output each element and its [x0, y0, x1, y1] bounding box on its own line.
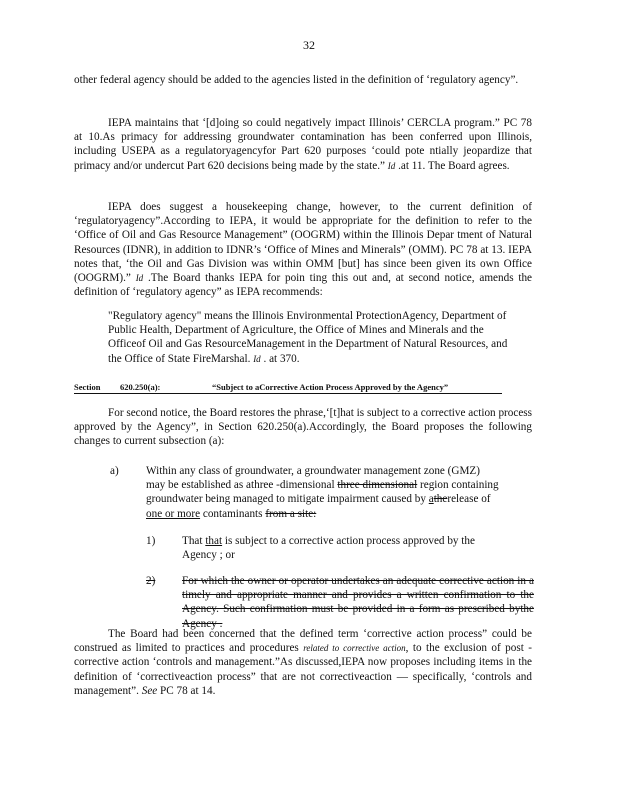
- paragraph-5-see: See: [141, 684, 158, 697]
- paragraph-2-cite: Id: [387, 160, 396, 171]
- item-a-label: a): [110, 465, 119, 477]
- paragraph-4: For second notice, the Board restores the phrase,‘[t]hat is subject to a corrective action process approved by the Agency”, in Section 620.250(a).Accordingly, the Board proposes the following changes to current subsection (a):: [74, 407, 532, 448]
- item-a-text-4: contaminants: [202, 507, 263, 520]
- section-title: “Subject to aCorrective Action Process Approved by the Agency”: [212, 382, 449, 392]
- paragraph-3-tail: .The Board thanks IEPA for poin ting this out and, at second notice, amends the definition of ‘regulatory agency” as IEPA recommends:: [74, 272, 533, 299]
- paragraph-2-tail: .at 11. The Board agrees.: [398, 159, 510, 172]
- item-a-strike-1: three dimensional: [337, 479, 418, 492]
- paragraph-1: other federal agency should be added to the agencies listed in the definition of ‘regulatory agency”.: [74, 74, 519, 86]
- item-a-text: [146, 464, 502, 521]
- item-a-text-1: Within any class of groundwater, a groundwater management zone (GMZ) may be established as athree -dimensional: [146, 465, 480, 492]
- block-quote-cite: Id: [253, 353, 261, 364]
- paragraph-2-text: IEPA maintains that ‘[d]oing so could negatively impact Illinois’ CERCLA program.” PC 78 at 10.As primacy for addressing groundwater contamination has been conferred upon Illinois, including USEPA as a regulatoryagencyfor Part 620 purposes ‘could pote ntially jeopardize that primacy and/or undercut Part 620 decisions being made by the state.”: [74, 117, 532, 172]
- item-a-strike-3: from a site:: [265, 507, 317, 520]
- item-2-label-text: 2): [146, 575, 156, 587]
- item-a-text-2: region containing groundwater being managed to mitigate impairment caused by: [146, 479, 499, 506]
- paragraph-5: [74, 627, 532, 698]
- paragraph-2: [74, 116, 532, 173]
- item-a-text-3: release of: [447, 493, 491, 506]
- item-a-strike-2: the: [433, 493, 448, 506]
- item-1-text-2: is subject to a corrective action process approved by the Agency ; or: [182, 535, 475, 562]
- block-quote: [108, 309, 508, 366]
- paragraph-3: [74, 200, 532, 299]
- item-2-label: [146, 574, 155, 588]
- paragraph-5-text-2: , to the exclusion of post -corrective action ‘controls and management.”As discussed,IEPA now proposes including items in the definition of ‘correctiveaction process” that are not correctiveaction — specifically, ‘controls and management”.: [74, 642, 532, 697]
- item-1-text: [182, 534, 504, 562]
- block-quote-text: "Regulatory agency" means the Illinois Environmental ProtectionAgency, Department of Public Health, Department of Agriculture, the Office of Mines and Minerals and the Officeof Oil and Gas ResourceManagement in the Department of Natural Resources, and the Office of State FireMarshal.: [108, 310, 508, 365]
- item-1-text-1: That: [182, 535, 203, 547]
- item-1-under: that: [205, 535, 223, 547]
- paragraph-3-cite: Id: [135, 273, 144, 284]
- item-2-text: For which the owner or operator undertakes an adequate corrective action in a timely and appropriate manner and provides a written confirmation to the Agency. Such confirmation must be provided in a form as prescribed bythe Agency .: [182, 575, 534, 630]
- paragraph-5-text-1: The Board had been concerned that the defined term ‘corrective action process” could be construed as limited to practices and procedures: [74, 628, 532, 655]
- section-heading: [74, 382, 502, 394]
- item-1-label: 1): [146, 535, 156, 547]
- paragraph-5-text-3: PC 78 at 14.: [160, 684, 216, 697]
- paragraph-5-italic: related to corrective action: [303, 643, 406, 654]
- page-number: 32: [303, 38, 315, 52]
- block-quote-tail: . at 370.: [263, 352, 300, 365]
- item-a-under-1: a: [428, 493, 434, 506]
- section-label: Section: [74, 382, 101, 392]
- section-number: 620.250(a):: [120, 382, 161, 392]
- paragraph-3-text: IEPA does suggest a housekeeping change, however, to the current definition of ‘regulatoryagency”.According to IEPA, it would be appropriate for the definition to refer to the ‘Office of Oil and Gas Resource Management” (OOGRM) within the Illinois Depar tment of Natural Resources (IDNR), in addition to IDNR’s ‘Office of Mines and Minerals” (OMM). PC 78 at 13. IEPA notes that, ‘the Oil and Gas Division was within OMM [but] has since been given its own Office (OOGRM).”: [74, 201, 532, 285]
- item-a-under-2: one or more: [146, 507, 201, 520]
